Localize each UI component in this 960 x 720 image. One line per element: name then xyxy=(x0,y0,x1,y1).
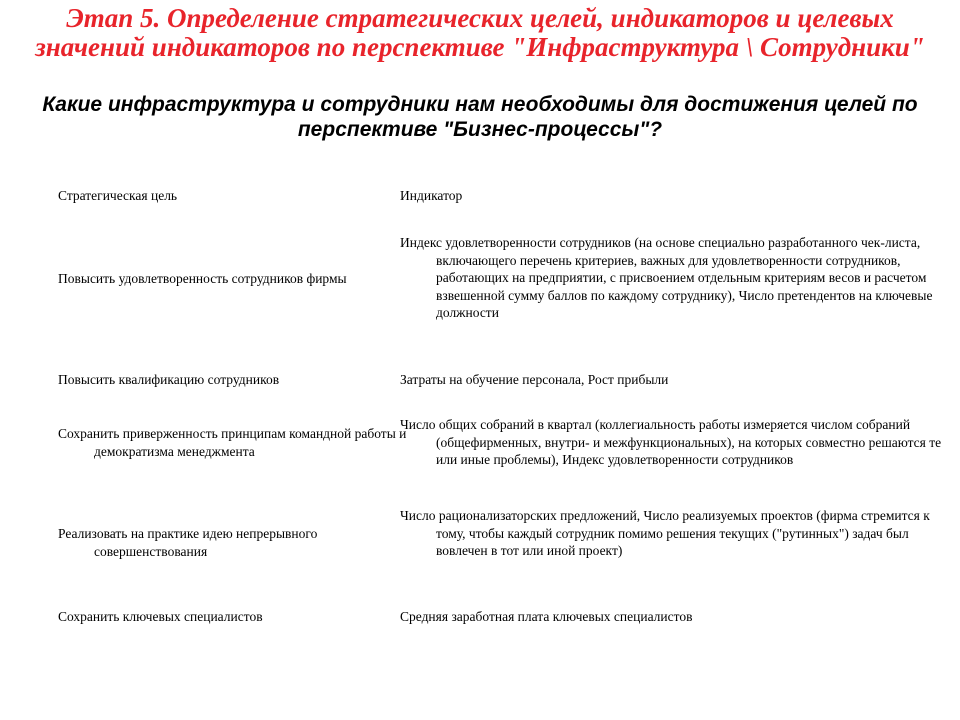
table-cell-indicator-5: Средняя заработная плата ключевых специалистов xyxy=(400,609,693,624)
table-cell-indicator-1: Индекс удовлетворенности сотрудников (на основе специально разработанного чек-листа, включающего перечень критериев, важных для удовлетворенности сотрудников, работающих на предприятии, с присвоением отдельным критериям весов и расчетом взвешенной сумму баллов по каждому сотруднику), Число претендентов на ключевые должности xyxy=(400,235,933,321)
table-cell-indicator-4: Число рационализаторских предложений, Число реализуемых проектов (фирма стремится к тому, чтобы каждый сотрудник помимо решения текущих ("рутинных") задач был вовлечен в тот или иной проект) xyxy=(400,508,930,559)
table-cell-goal-2: Повысить квалификацию сотрудников xyxy=(58,372,280,387)
table-header-goal: Стратегическая цель xyxy=(58,188,178,203)
table-cell-indicator-3: Число общих собраний в квартал (коллегиальность работы измеряется числом собраний (общефирменных, внутри- и межфункциональных), на которых совместно решаются те или иные проблемы), Индекс удовлетворенности сотрудников xyxy=(400,417,942,468)
table-cell-indicator-2: Затраты на обучение персонала, Рост прибыли xyxy=(400,372,669,387)
table-header-indicator: Индикатор xyxy=(400,188,463,203)
table-cell-goal-5: Сохранить ключевых специалистов xyxy=(58,609,263,624)
table-cell-goal-4: Реализовать на практике идею непрерывного совершенствования xyxy=(58,526,318,559)
table-cell-goal-3: Сохранить приверженность принципам командной работы и демократизма менеджмента xyxy=(58,426,407,459)
slide-subtitle: Какие инфраструктура и сотрудники нам необходимы для достижения целей по перспективе "Бизнес-процессы"? xyxy=(42,93,918,141)
slide-title: Этап 5. Определение стратегических целей, индикаторов и целевых значений индикаторов по перспективе "Инфраструктура \ Сотрудники" xyxy=(35,3,925,62)
table-cell-goal-1: Повысить удовлетворенность сотрудников фирмы xyxy=(58,271,347,286)
